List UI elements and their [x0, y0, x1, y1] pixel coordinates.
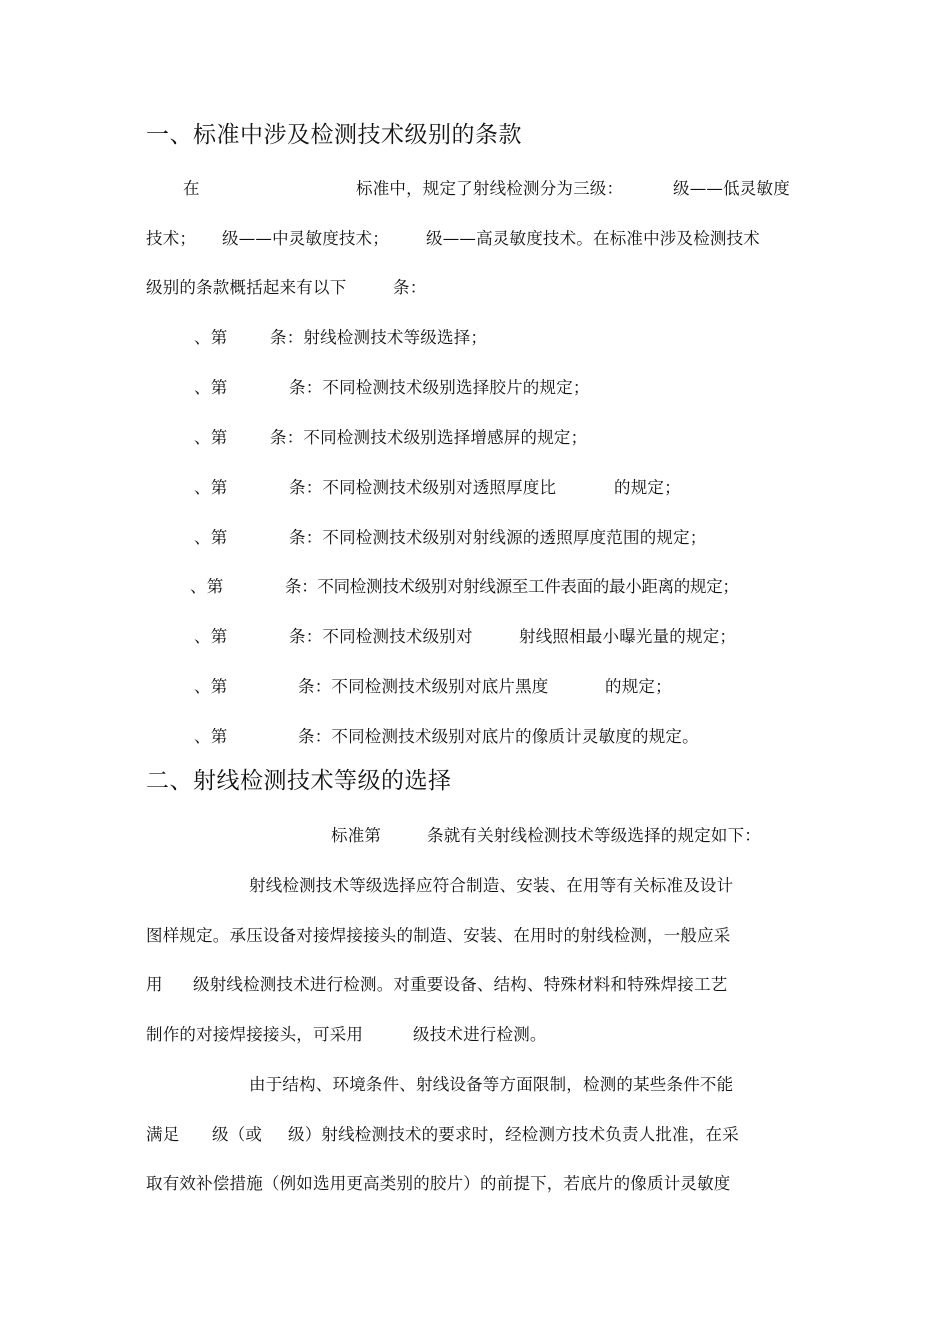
- list-item: 条：不同检测技术级别对底片的像质计灵敏度的规定。: [298, 727, 699, 746]
- paragraph-text: 用: [146, 975, 163, 994]
- paragraph-text: 在: [183, 179, 200, 198]
- list-item-prefix: 、第: [194, 677, 228, 696]
- paragraph-text: 技术；: [146, 229, 197, 248]
- paragraph-text: 由于结构、环境条件、射线设备等方面限制，检测的某些条件不能: [249, 1075, 734, 1094]
- paragraph-text: 级（或: [212, 1125, 263, 1144]
- paragraph-text: 制作的对接焊接接头，可采用: [146, 1025, 364, 1044]
- list-item-prefix: 、第: [194, 528, 228, 547]
- paragraph-text: 图样规定。承压设备对接焊接接头的制造、安装、在用时的射线检测，一般应采: [146, 926, 731, 945]
- list-item: 条：不同检测技术级别对射线源的透照厚度范围的规定；: [289, 528, 707, 547]
- list-item-suffix: 射线照相最小曝光量的规定；: [519, 627, 737, 646]
- paragraph-text: 满足: [146, 1125, 180, 1144]
- paragraph-text: 级——中灵敏度技术；: [222, 229, 389, 248]
- list-item-prefix: 、第: [194, 627, 228, 646]
- paragraph-text: 级技术进行检测。: [413, 1025, 547, 1044]
- list-item-prefix: 、第: [194, 727, 228, 746]
- list-item-prefix: 、第: [194, 328, 228, 347]
- list-item-prefix: 、第: [194, 378, 228, 397]
- list-item: 条：不同检测技术级别对底片黑度: [298, 677, 549, 696]
- list-item: 条：不同检测技术级别对透照厚度比: [289, 478, 557, 497]
- paragraph-text: 标准第: [331, 826, 382, 845]
- paragraph-text: 级）射线检测技术的要求时，经检测方技术负责人批准，在采: [288, 1125, 739, 1144]
- paragraph-text: 级射线检测技术进行检测。对重要设备、结构、特殊材料和特殊焊接工艺: [193, 975, 728, 994]
- section-1-heading: 一、标准中涉及检测技术级别的条款: [146, 122, 522, 148]
- paragraph-text: 条：: [393, 278, 427, 297]
- paragraph-text: 条就有关射线检测技术等级选择的规定如下：: [427, 826, 761, 845]
- paragraph-text: 标准中，规定了射线检测分为三级：: [356, 179, 624, 198]
- paragraph-text: 射线检测技术等级选择应符合制造、安装、在用等有关标准及设计: [249, 876, 734, 895]
- list-item: 条：不同检测技术级别选择胶片的规定；: [289, 378, 590, 397]
- paragraph-text: 级——高灵敏度技术。在标准中涉及检测技术: [426, 229, 760, 248]
- paragraph-text: 级别的条款概括起来有以下: [146, 278, 347, 297]
- paragraph-text: 取有效补偿措施（例如选用更高类别的胶片）的前提下，若底片的像质计灵敏度: [146, 1174, 731, 1193]
- paragraph-text: 级——低灵敏度: [673, 179, 790, 198]
- list-item: 条：不同检测技术级别对射线源至工件表面的最小距离的规定；: [285, 577, 739, 596]
- list-item-suffix: 的规定；: [605, 677, 672, 696]
- list-item: 条：射线检测技术等级选择；: [270, 328, 488, 347]
- list-item-suffix: 的规定；: [614, 478, 681, 497]
- list-item-prefix: 、第: [194, 478, 228, 497]
- list-item-prefix: 、第: [190, 577, 224, 596]
- list-item-prefix: 、第: [194, 428, 228, 447]
- section-2-heading: 二、射线检测技术等级的选择: [146, 768, 452, 794]
- list-item: 条：不同检测技术级别对: [289, 627, 473, 646]
- list-item: 条：不同检测技术级别选择增感屏的规定；: [270, 428, 588, 447]
